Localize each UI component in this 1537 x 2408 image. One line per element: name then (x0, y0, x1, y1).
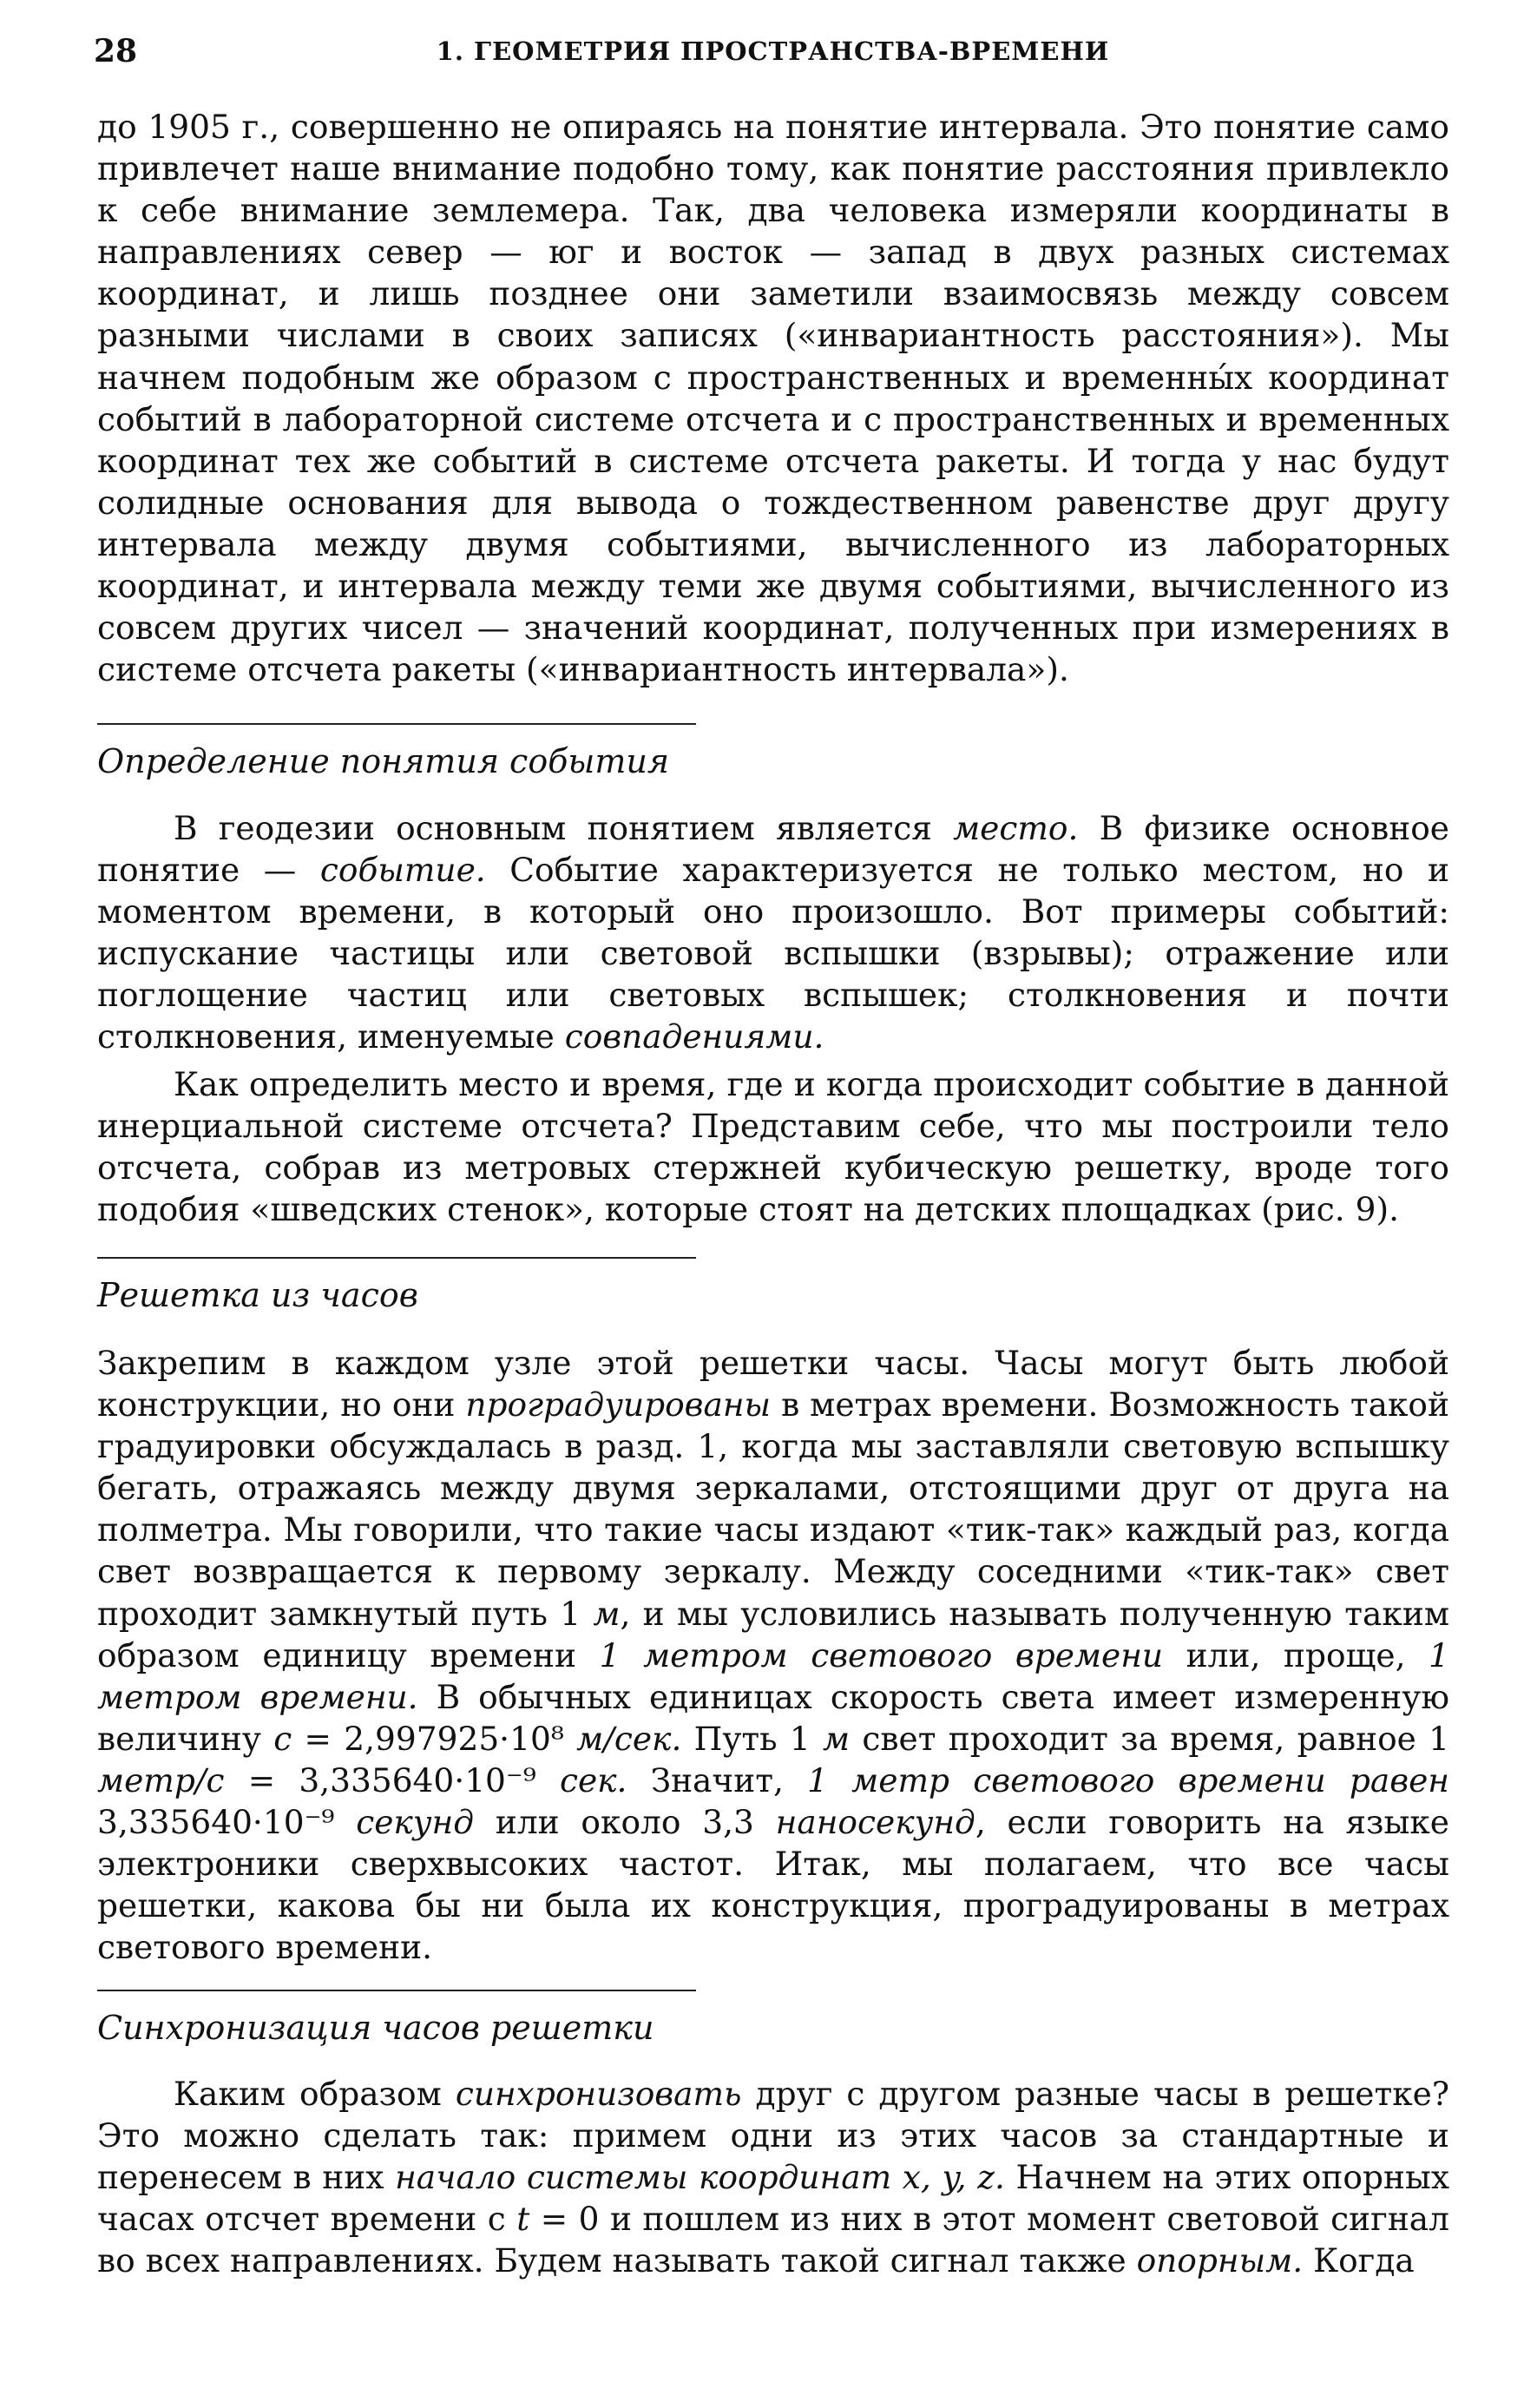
section-divider (97, 1990, 696, 1991)
paragraph: Закрепим в каждом узле этой решетки часы. Часы могут быть любой конструкции, но они проградуированы в метрах времени. Возможность такой градуировки обсуждалась в разд. 1, когда мы заставляли световую вспышку бегать, отражаясь между двумя зеркалами, отстоящими друг от друга на полметра. Мы говорили, что такие часы издают «тик-так» каждый раз, когда свет возвращается к первому зеркалу. Между соседними «тик-так» свет проходит замкнутый путь 1 м, и мы условились называть полученную таким образом единицу времени 1 метром светового времени или, проще, 1 метром времени. В обычных единицах скорость света имеет измеренную величину c = 2,997925·10⁸ м/сек. Путь 1 м свет проходит за время, равное 1 метр/с = 3,335640·10⁻⁹ сек. Значит, 1 метр светового времени равен 3,335640·10⁻⁹ секунд или около 3,3 наносекунд, если говорить на языке электроники сверхвысоких частот. Итак, мы полагаем, что все часы решетки, какова бы ни была их конструкция, проградуированы в метрах светового времени. (97, 1344, 1450, 1967)
section-divider (97, 723, 696, 725)
paragraph: Как определить место и время, где и когда происходит событие в данной инерциальной системе отсчета? Представим себе, что мы построили тело отсчета, собрав из метровых стержней кубическую решетку, вроде того подобия «шведских стенок», которые стоят на детских площадках (рис. 9). (97, 1064, 1449, 1228)
section-clock-lattice-body (97, 1342, 1449, 1968)
running-title: 1. ГЕОМЕТРИЯ ПРОСТРАНСТВА-ВРЕМЕНИ (436, 36, 1110, 66)
intro-paragraph: до 1905 г., совершенно не опираясь на понятие интервала. Это понятие само привлечет наше внимание подобно тому, как понятие расстояния привлекло к себе внимание землемера. Так, два человека измеряли координаты в направлениях север — юг и восток — запад в двух разных системах координат, и лишь позднее они заметили взаимосвязь между совсем разными числами в своих записях («инвариантность расстояния»). Мы начнем подобным же образом с пространственных и временны́х координат событий в лабораторной системе отсчета и с пространственных и временных координат тех же событий в системе отсчета ракеты. И тогда у нас будут солидные основания для вывода о тождественном равенстве друг другу интервала между двумя событиями, вычисленного из лабораторных координат, и интервала между теми же двумя событиями, вычисленного из совсем других чисел — значений координат, полученных при измерениях в системе отсчета ракеты («инвариантность интервала»). (97, 108, 1449, 689)
intro-block (97, 106, 1449, 690)
section-heading-synchronization: Синхронизация часов решетки (97, 2009, 654, 2047)
section-heading-clock-lattice: Решетка из часов (97, 1276, 418, 1314)
page-number: 28 (94, 33, 138, 69)
section-event-body (97, 807, 1449, 1230)
section-heading-event: Определение понятия события (97, 742, 670, 780)
section-synchronization-body (97, 2073, 1449, 2281)
section-divider (97, 1257, 696, 1259)
paragraph: Каким образом синхронизовать друг с другом разные часы в решетке? Это можно сделать так: примем одни из этих часов за стандартные и перенесем в них начало системы координат x, y, z. Начнем на этих опорных часах отсчет времени с t = 0 и пошлем из них в этот момент световой сигнал во всех направлениях. Будем называть такой сигнал также опорным. Когда (97, 2075, 1449, 2280)
running-head (94, 26, 1452, 78)
paragraph: В геодезии основным понятием является место. В физике основное понятие — событие. Событие характеризуется не только местом, но и моментом времени, в который оно произошло. Вот примеры событий: испускание частицы или световой вспышки (взрывы); отражение или поглощение частиц или световых вспышек; столкновения и почти столкновения, именуемые совпадениями. (97, 809, 1449, 1056)
